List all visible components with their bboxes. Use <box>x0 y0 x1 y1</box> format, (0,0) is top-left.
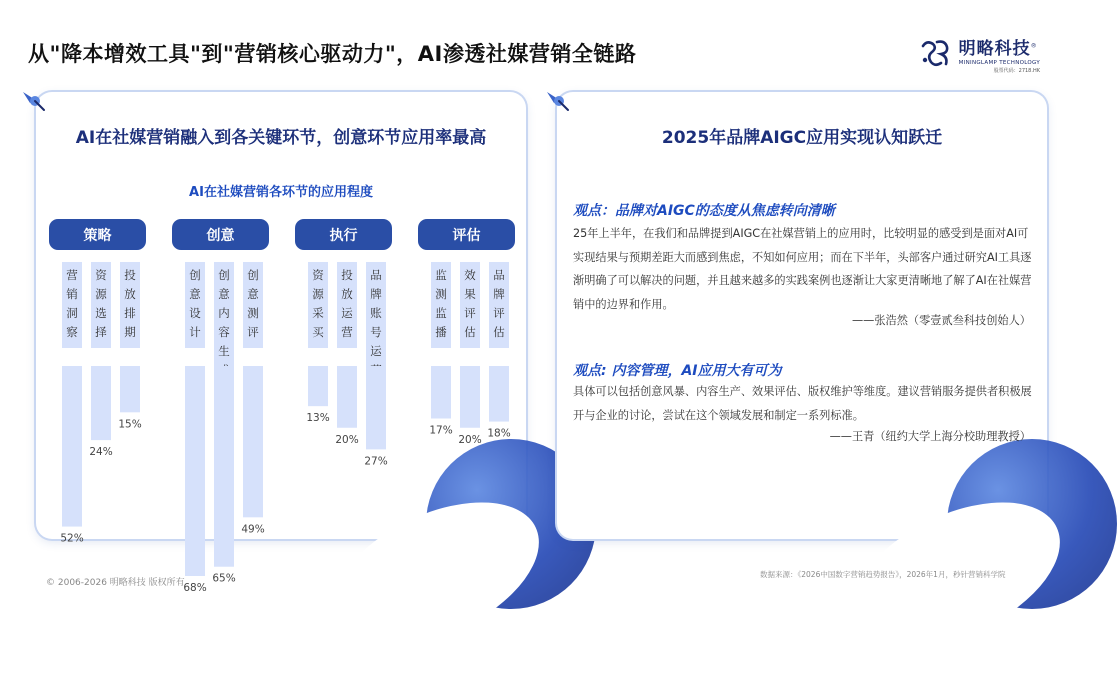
category-label: 效果评估 <box>464 268 476 339</box>
data-label: 24% <box>89 446 113 459</box>
data-source: 数据来源：《2026中国数字营销趋势报告》，2026年1月，秒针营销科学院 <box>760 570 1006 579</box>
copyright: © 2006-2026 明略科技 版权所有 <box>46 578 185 588</box>
category-label: 监测监播 <box>435 268 447 339</box>
pin-icon <box>544 88 570 114</box>
chart-title: AI在社媒营销各环节的应用程度 <box>189 185 373 200</box>
bar <box>366 366 386 449</box>
view1-signature: ——张浩然（零壹贰叁科技创始人） <box>851 314 1031 327</box>
bar <box>185 366 205 576</box>
bar <box>243 366 263 517</box>
group-header-label: 策略 <box>83 228 112 244</box>
data-label: 49% <box>241 523 265 536</box>
bar <box>460 366 480 428</box>
data-label: 68% <box>183 582 207 594</box>
data-label: 20% <box>335 433 359 446</box>
view2-heading: 观点: 内容管理，AI应用大有可为 <box>573 363 782 379</box>
data-label: 18% <box>487 427 511 440</box>
logo-stock-code: 股票代码：2718.HK <box>993 68 1040 74</box>
category-label: 创意内容生 <box>218 268 230 358</box>
pin-icon <box>20 88 46 114</box>
category-label: 资源选择 <box>95 268 107 339</box>
page-title: 从"降本增效工具"到"营销核心驱动力"，AI渗透社媒营销全链路 <box>28 42 637 66</box>
bar <box>214 366 234 567</box>
data-label: 27% <box>364 455 388 468</box>
group-header-label: 创意 <box>206 228 235 244</box>
logo-english: MININGLAMP TECHNOLOGY <box>958 60 1040 66</box>
logo-mark-icon <box>917 36 953 72</box>
view2-signature: ——王青（纽约大学上海分校助理教授） <box>829 430 1031 443</box>
category-label: 投放运营 <box>341 268 353 339</box>
bar <box>120 366 140 412</box>
registered-mark: ® <box>1030 42 1038 50</box>
data-label: 65% <box>212 572 236 585</box>
logo-name: 明略科技 <box>958 39 1031 59</box>
category-label: 投放排期 <box>124 268 136 339</box>
bar <box>308 366 328 406</box>
view1-body: 25年上半年，在我们和品牌提到AIGC在社媒营销上的应用时，比较明显的感受到是面对AI可实现结果与预期差距大而感到焦虑，不知如何应用；而在下半年，头部客户通过研究AI工具逐渐明确了可以解决的问题，并且越来越多的实践案例也逐渐让大家更清晰地了解了AI在社媒营销中的边界和作用。 <box>573 227 1032 311</box>
data-label: 20% <box>458 433 482 446</box>
bar <box>489 366 509 422</box>
bar <box>337 366 357 428</box>
category-label: 营销洞察 <box>66 268 78 339</box>
category-label: 品牌评估 <box>493 268 505 339</box>
category-label: 创意测评 <box>247 268 259 339</box>
right-card-title: 2025年品牌AIGC应用实现认知跃迁 <box>661 128 943 148</box>
data-label: 13% <box>306 412 330 425</box>
data-label: 17% <box>429 424 453 437</box>
category-label: 品牌账号运 <box>370 268 382 358</box>
company-logo <box>917 34 1040 74</box>
group-header-label: 评估 <box>452 228 481 244</box>
bar <box>62 366 82 527</box>
bar <box>91 366 111 440</box>
left-card-title: AI在社媒营销融入到各关键环节，创意环节应用率最高 <box>75 128 487 148</box>
category-label: 资源采买 <box>312 268 324 339</box>
data-label: 52% <box>60 532 84 545</box>
bar <box>431 366 451 419</box>
view1-heading: 观点：品牌对AIGC的态度从焦虑转向清晰 <box>573 203 835 219</box>
view2-body: 具体可以包括创意风暴、内容生产、效果评估、版权维护等维度。建议营销服务提供者积极展开与企业的讨论，尝试在这个领域发展和制定一系列标准。 <box>573 385 1032 422</box>
category-label: 创意设计 <box>189 268 201 339</box>
right-card <box>557 92 1047 539</box>
data-label: 15% <box>118 418 142 431</box>
group-header-label: 执行 <box>329 228 358 244</box>
